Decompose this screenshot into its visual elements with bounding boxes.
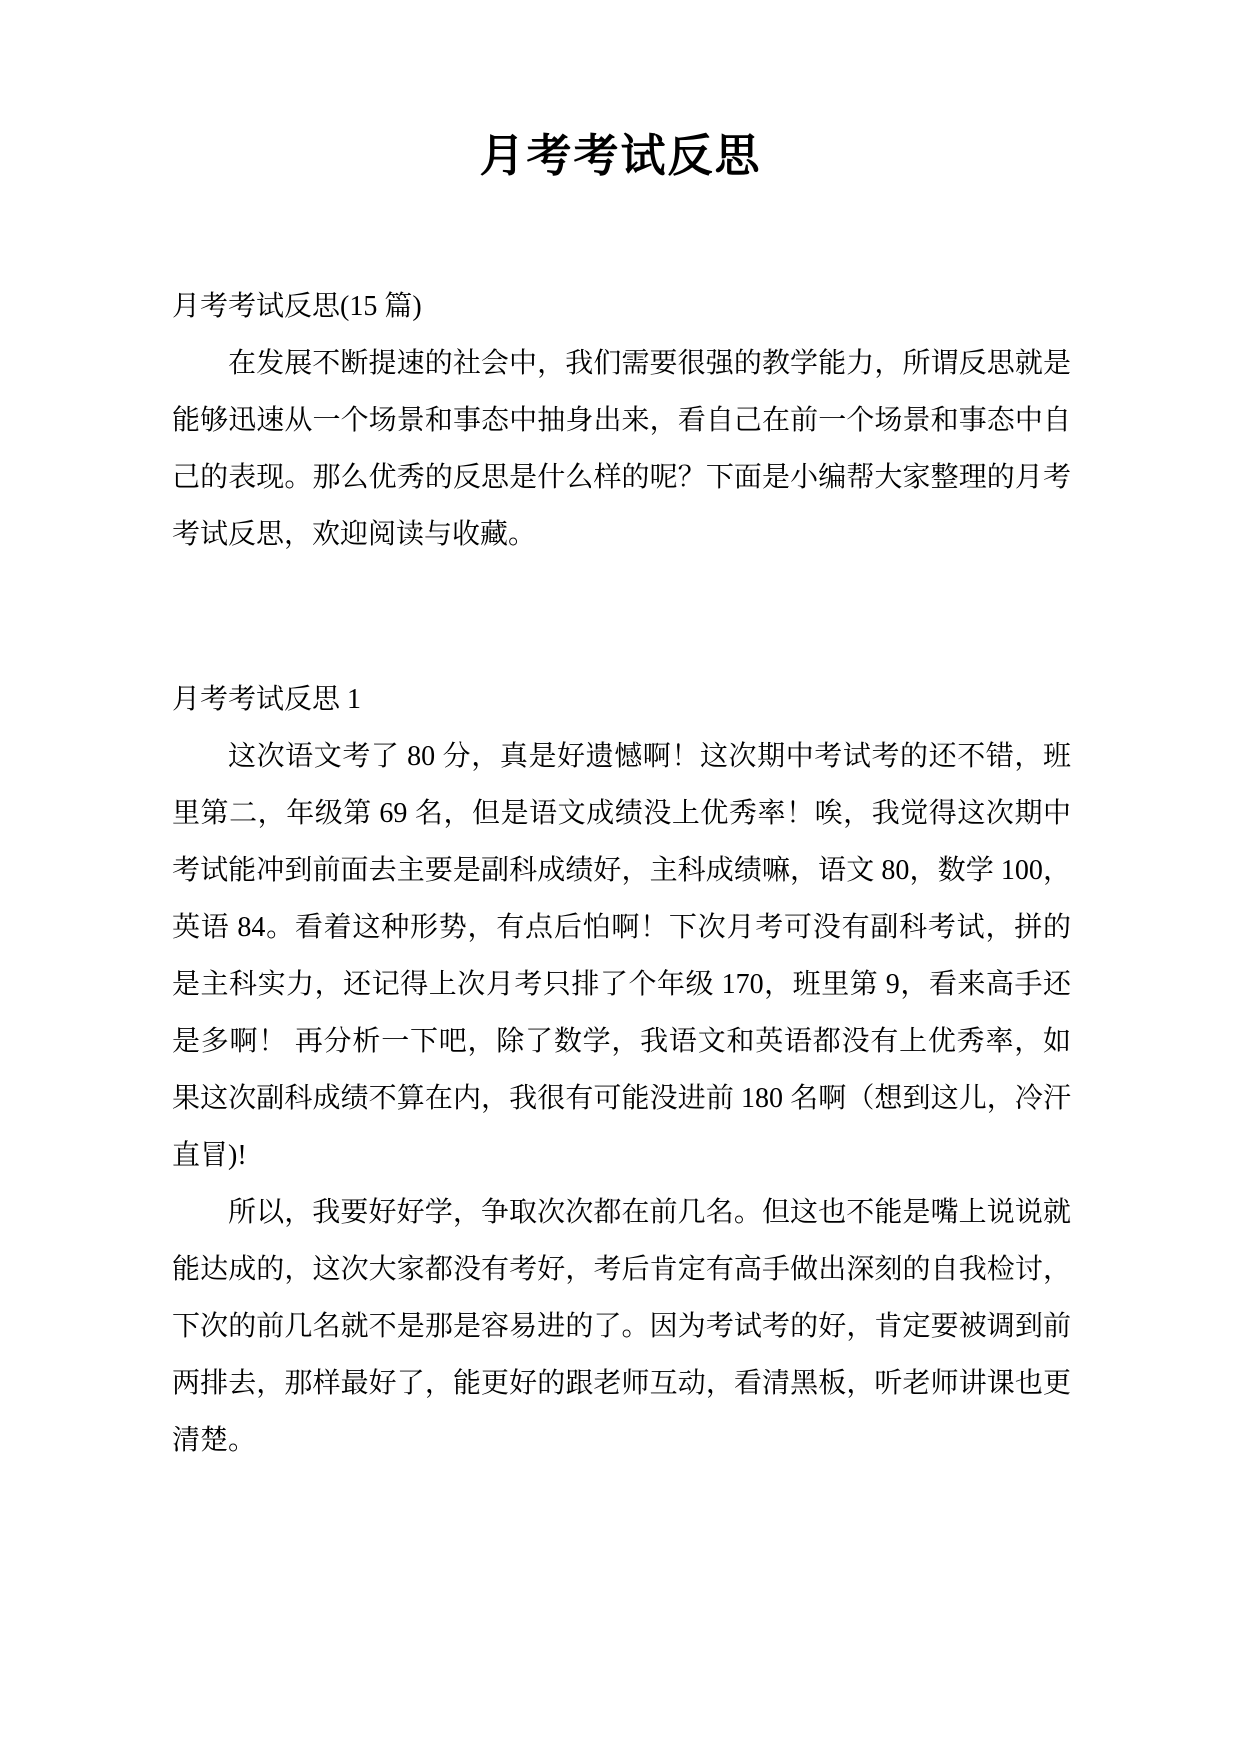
intro-paragraph: 在发展不断提速的社会中，我们需要很强的教学能力，所谓反思就是能够迅速从一个场景和事态中抽身出来，看自己在前一个场景和事态中自己的表现。那么优秀的反思是什么样的呢？下面是小编帮大家整理的月考考试反思，欢迎阅读与收藏。 [172, 348, 1071, 550]
document-title: 月考考试反思 [479, 131, 762, 181]
section-paragraph-1: 这次语文考了 80 分，真是好遗憾啊！这次期中考试考的还不错，班里第二，年级第 69 名，但是语文成绩没上优秀率！唉，我觉得这次期中考试能冲到前面去主要是副科成绩好，主科成绩嘛，语文 80，数学 100，英语 84。看着这种形势，有点后怕啊！下次月考可没有副科考试，拼的是主科实力，还记得上次月考只排了个年级 170，班里第 9，看来高手还是多啊！ 再分析一下吧，除了数学，我语文和英语都没有上优秀率，如果这次副科成绩不算在内，我很有可能没进前 180 名啊（想到这儿，冷汗直冒)! [172, 741, 1071, 1171]
intro-heading: 月考考试反思(15 篇) [172, 291, 422, 322]
section-heading: 月考考试反思 1 [172, 684, 362, 715]
section-paragraph-2: 所以，我要好好学，争取次次都在前几名。但这也不能是嘴上说说就能达成的，这次大家都没有考好，考后肯定有高手做出深刻的自我检讨，下次的前几名就不是那是容易进的了。因为考试考的好，肯定要被调到前两排去，那样最好了，能更好的跟老师互动，看清黑板，听老师讲课也更清楚。 [172, 1197, 1071, 1456]
document-body [172, 278, 1071, 1469]
